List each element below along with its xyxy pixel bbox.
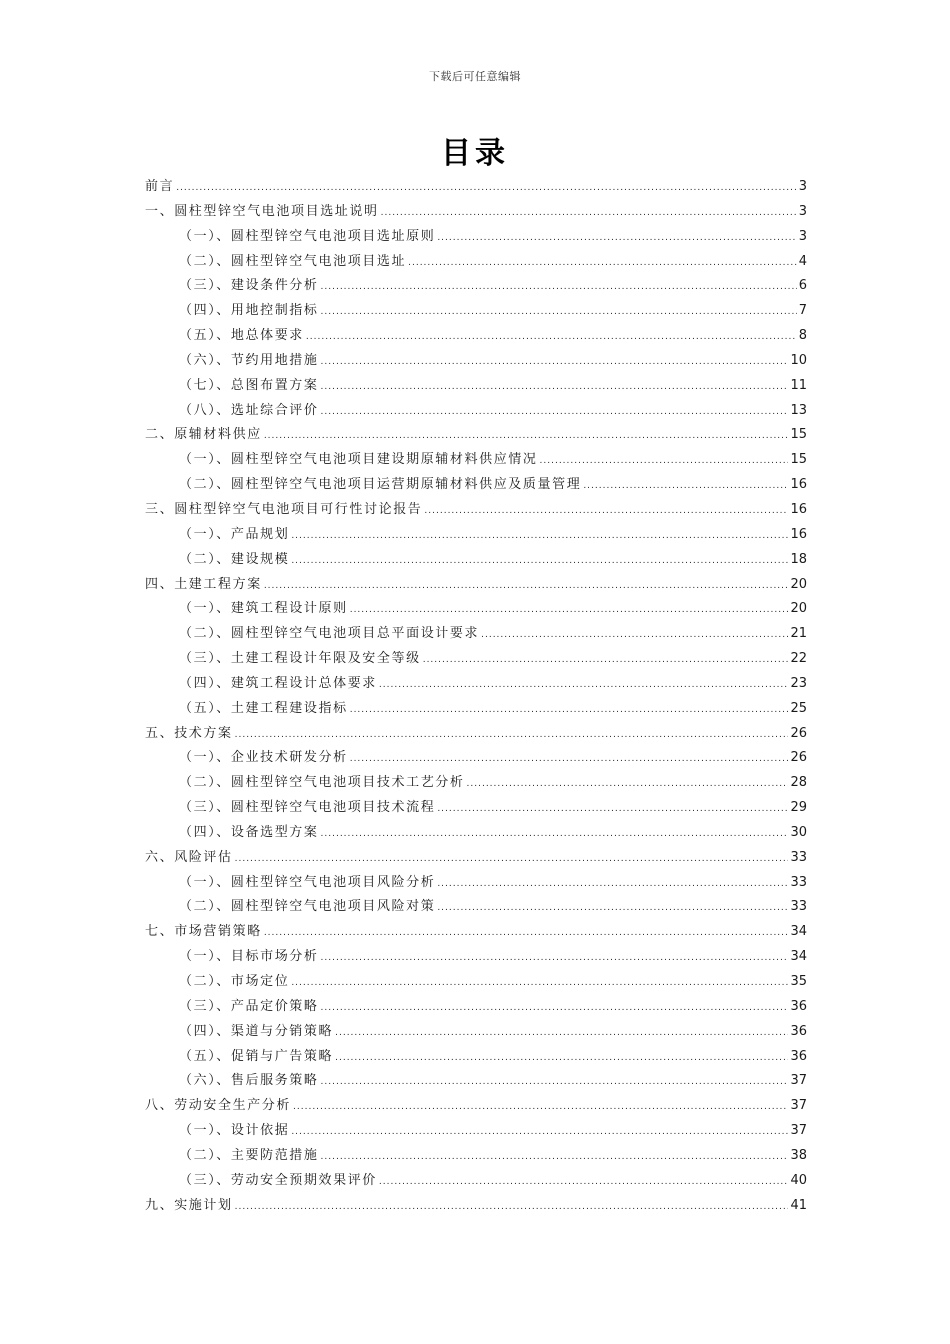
header-note: 下载后可任意编辑: [429, 70, 521, 83]
toc-entry[interactable]: [145, 697, 807, 722]
toc-entry-label: （五）、促销与广告策略: [179, 1048, 334, 1064]
toc-entry-label: （一）、目标市场分析: [179, 949, 319, 965]
toc-entry-label: （一）、企业技术研发分析: [179, 750, 348, 766]
toc-entry-page: 20: [790, 576, 807, 592]
toc-entry[interactable]: [145, 225, 807, 250]
toc-entry-label: （一）、设计依据: [179, 1123, 290, 1139]
toc-dot-leader: [350, 747, 789, 772]
toc-entry-label: 四、土建工程方案: [145, 576, 262, 592]
toc-entry-page: 16: [790, 477, 807, 493]
toc-entry-label: 一、圆柱型锌空气电池项目选址说明: [145, 203, 379, 219]
toc-dot-leader: [424, 499, 788, 524]
toc-entry-page: 21: [790, 626, 807, 642]
toc-entry[interactable]: [145, 672, 807, 697]
toc-entry-label: （四）、渠道与分销策略: [179, 1023, 334, 1039]
toc-dot-leader: [291, 1120, 788, 1145]
toc-entry[interactable]: [145, 423, 807, 448]
toc-dot-leader: [335, 1046, 788, 1071]
toc-entry-label: （五）、地总体要求: [179, 328, 304, 344]
toc-entry-page: 33: [790, 874, 807, 890]
toc-entry-label: （八）、选址综合评价: [179, 402, 319, 418]
toc-entry[interactable]: [145, 970, 807, 995]
toc-entry-page: 40: [790, 1172, 807, 1188]
toc-dot-leader: [321, 946, 789, 971]
toc-title: 目录: [441, 136, 509, 171]
toc-dot-leader: [583, 474, 788, 499]
toc-dot-leader: [481, 623, 788, 648]
toc-entry-label: （一）、建筑工程设计原则: [179, 601, 348, 617]
toc-entry[interactable]: [145, 573, 807, 598]
toc-entry-page: 37: [790, 1098, 807, 1114]
toc-entry[interactable]: [145, 945, 807, 970]
toc-entry-label: （一）、圆柱型锌空气电池项目建设期原辅材料供应情况: [179, 452, 538, 468]
toc-entry-page: 15: [790, 452, 807, 468]
toc-entry[interactable]: [145, 200, 807, 225]
toc-entry-page: 10: [790, 352, 807, 368]
toc-dot-leader: [291, 549, 788, 574]
toc-dot-leader: [264, 424, 789, 449]
toc-entry-label: （六）、售后服务策略: [179, 1073, 319, 1089]
toc-dot-leader: [379, 673, 789, 698]
toc-entry-label: （二）、主要防范措施: [179, 1147, 319, 1163]
toc-entry-page: 29: [790, 800, 807, 816]
toc-dot-leader: [291, 524, 788, 549]
toc-entry[interactable]: [145, 647, 807, 672]
toc-dot-leader: [321, 350, 789, 375]
toc-dot-leader: [321, 1145, 789, 1170]
toc-entry[interactable]: [145, 1144, 807, 1169]
toc-entry-page: 33: [790, 899, 807, 915]
toc-entry-label: 三、圆柱型锌空气电池项目可行性讨论报告: [145, 501, 423, 517]
toc-entry-page: 13: [790, 402, 807, 418]
toc-entry-page: 3: [798, 228, 807, 244]
toc-entry-page: 37: [790, 1123, 807, 1139]
toc-entry-page: 28: [790, 775, 807, 791]
toc-entry[interactable]: [145, 746, 807, 771]
toc-dot-leader: [291, 971, 788, 996]
toc-entry-page: 36: [790, 1023, 807, 1039]
toc-entry[interactable]: [145, 771, 807, 796]
toc-dot-leader: [467, 772, 789, 797]
toc-entry-page: 38: [790, 1147, 807, 1163]
toc-entry-page: 35: [790, 974, 807, 989]
toc-entry-page: 15: [790, 427, 807, 443]
toc-entry-page: 3: [798, 179, 807, 194]
toc-entry[interactable]: [145, 1194, 807, 1219]
toc-entry[interactable]: [145, 399, 807, 424]
toc-entry-page: 22: [790, 651, 807, 667]
toc-entry-label: （三）、土建工程设计年限及安全等级: [179, 651, 421, 667]
toc-entry-label: （四）、建筑工程设计总体要求: [179, 675, 377, 691]
toc-dot-leader: [321, 300, 797, 325]
toc-entry[interactable]: [145, 871, 807, 896]
toc-entry[interactable]: [145, 299, 807, 324]
toc-entry-label: （二）、圆柱型锌空气电池项目运营期原辅材料供应及质量管理: [179, 477, 582, 493]
toc-entry[interactable]: [145, 1020, 807, 1045]
toc-entry[interactable]: [145, 1045, 807, 1070]
toc-dot-leader: [350, 598, 789, 623]
toc-dot-leader: [379, 1170, 789, 1195]
toc-entry-label: （二）、圆柱型锌空气电池项目风险对策: [179, 899, 436, 915]
toc-entry-label: 九、实施计划: [145, 1197, 233, 1213]
toc-entry-label: （七）、总图布置方案: [179, 377, 319, 393]
table-of-contents: [145, 175, 807, 1218]
toc-entry-label: 五、技术方案: [145, 725, 233, 741]
toc-entry-label: 七、市场营销策略: [145, 924, 262, 940]
toc-dot-leader: [321, 400, 789, 425]
toc-entry-page: 30: [790, 824, 807, 840]
toc-entry[interactable]: [145, 175, 807, 200]
toc-dot-leader: [437, 896, 788, 921]
toc-dot-leader: [321, 375, 789, 400]
toc-entry[interactable]: [145, 1169, 807, 1194]
toc-entry-page: 20: [790, 601, 807, 617]
toc-entry-page: 6: [798, 278, 807, 294]
toc-entry-label: 前言: [145, 179, 175, 194]
toc-dot-leader: [321, 822, 789, 847]
toc-entry[interactable]: [145, 274, 807, 299]
toc-entry-label: （二）、圆柱型锌空气电池项目技术工艺分析: [179, 775, 465, 791]
toc-entry[interactable]: [145, 622, 807, 647]
toc-dot-leader: [306, 325, 797, 350]
toc-entry-label: （四）、用地控制指标: [179, 303, 319, 319]
toc-entry-page: 34: [790, 924, 807, 940]
toc-entry-label: （三）、劳动安全预期效果评价: [179, 1172, 377, 1188]
toc-dot-leader: [381, 201, 797, 226]
toc-entry[interactable]: [145, 796, 807, 821]
toc-entry-label: （五）、土建工程建设指标: [179, 700, 348, 716]
toc-dot-leader: [293, 1095, 788, 1120]
toc-entry[interactable]: [145, 548, 807, 573]
toc-entry[interactable]: [145, 250, 807, 275]
toc-entry-label: （三）、产品定价策略: [179, 998, 319, 1014]
toc-dot-leader: [408, 251, 797, 276]
toc-dot-leader: [321, 275, 797, 300]
toc-entry[interactable]: [145, 374, 807, 399]
toc-entry-label: （三）、圆柱型锌空气电池项目技术流程: [179, 800, 436, 816]
toc-entry-label: （二）、建设规模: [179, 551, 290, 567]
toc-entry-page: 34: [790, 949, 807, 965]
toc-entry-label: （二）、圆柱型锌空气电池项目总平面设计要求: [179, 626, 480, 642]
toc-dot-leader: [321, 996, 789, 1021]
toc-entry[interactable]: [145, 1094, 807, 1119]
toc-dot-leader: [437, 797, 788, 822]
toc-entry-page: 26: [790, 725, 807, 741]
toc-entry-page: 11: [790, 377, 807, 393]
toc-dot-leader: [350, 698, 789, 723]
toc-entry[interactable]: [145, 995, 807, 1020]
toc-entry-page: 36: [790, 1048, 807, 1064]
toc-entry-page: 7: [798, 303, 807, 319]
toc-entry-label: 六、风险评估: [145, 849, 233, 865]
toc-entry[interactable]: [145, 523, 807, 548]
toc-entry-page: 4: [798, 253, 807, 269]
toc-entry-label: （四）、设备选型方案: [179, 824, 319, 840]
toc-entry[interactable]: [145, 349, 807, 374]
toc-entry-page: 8: [798, 328, 807, 344]
toc-entry[interactable]: [145, 846, 807, 871]
toc-dot-leader: [235, 1195, 789, 1220]
toc-entry-page: 3: [798, 203, 807, 219]
toc-entry[interactable]: [145, 597, 807, 622]
toc-entry-page: 33: [790, 849, 807, 865]
toc-entry-label: （二）、圆柱型锌空气电池项目选址: [179, 253, 407, 269]
toc-entry-label: （一）、圆柱型锌空气电池项目选址原则: [179, 228, 436, 244]
toc-entry-label: 八、劳动安全生产分析: [145, 1098, 292, 1114]
toc-entry[interactable]: [145, 448, 807, 473]
toc-entry[interactable]: [145, 722, 807, 747]
toc-entry-page: 18: [790, 551, 807, 567]
toc-dot-leader: [437, 226, 796, 251]
toc-dot-leader: [235, 847, 789, 872]
toc-entry[interactable]: [145, 1119, 807, 1144]
toc-entry[interactable]: [145, 895, 807, 920]
toc-entry-page: 23: [790, 675, 807, 691]
toc-entry-page: 25: [790, 700, 807, 716]
toc-entry-page: 41: [790, 1197, 807, 1213]
toc-entry[interactable]: [145, 473, 807, 498]
toc-entry[interactable]: [145, 1069, 807, 1094]
toc-dot-leader: [437, 872, 788, 897]
toc-dot-leader: [235, 723, 789, 748]
toc-entry[interactable]: [145, 324, 807, 349]
toc-entry-label: 二、原辅材料供应: [145, 427, 262, 443]
toc-entry-page: 36: [790, 998, 807, 1014]
toc-entry-page: 16: [790, 501, 807, 517]
toc-dot-leader: [540, 449, 789, 474]
toc-entry-label: （二）、市场定位: [179, 974, 290, 989]
toc-entry-page: 37: [790, 1073, 807, 1089]
toc-dot-leader: [264, 921, 789, 946]
toc-entry-label: （六）、节约用地措施: [179, 352, 319, 368]
toc-dot-leader: [321, 1070, 789, 1095]
toc-dot-leader: [335, 1021, 788, 1046]
toc-entry[interactable]: [145, 821, 807, 846]
toc-entry-label: （一）、产品规划: [179, 526, 290, 542]
toc-entry[interactable]: [145, 498, 807, 523]
toc-entry-page: 26: [790, 750, 807, 766]
toc-entry-label: （一）、圆柱型锌空气电池项目风险分析: [179, 874, 436, 890]
toc-entry-page: 16: [790, 526, 807, 542]
toc-dot-leader: [423, 648, 789, 673]
toc-dot-leader: [176, 176, 797, 201]
toc-dot-leader: [264, 574, 789, 599]
toc-entry-label: （三）、建设条件分析: [179, 278, 319, 294]
toc-entry[interactable]: [145, 920, 807, 945]
